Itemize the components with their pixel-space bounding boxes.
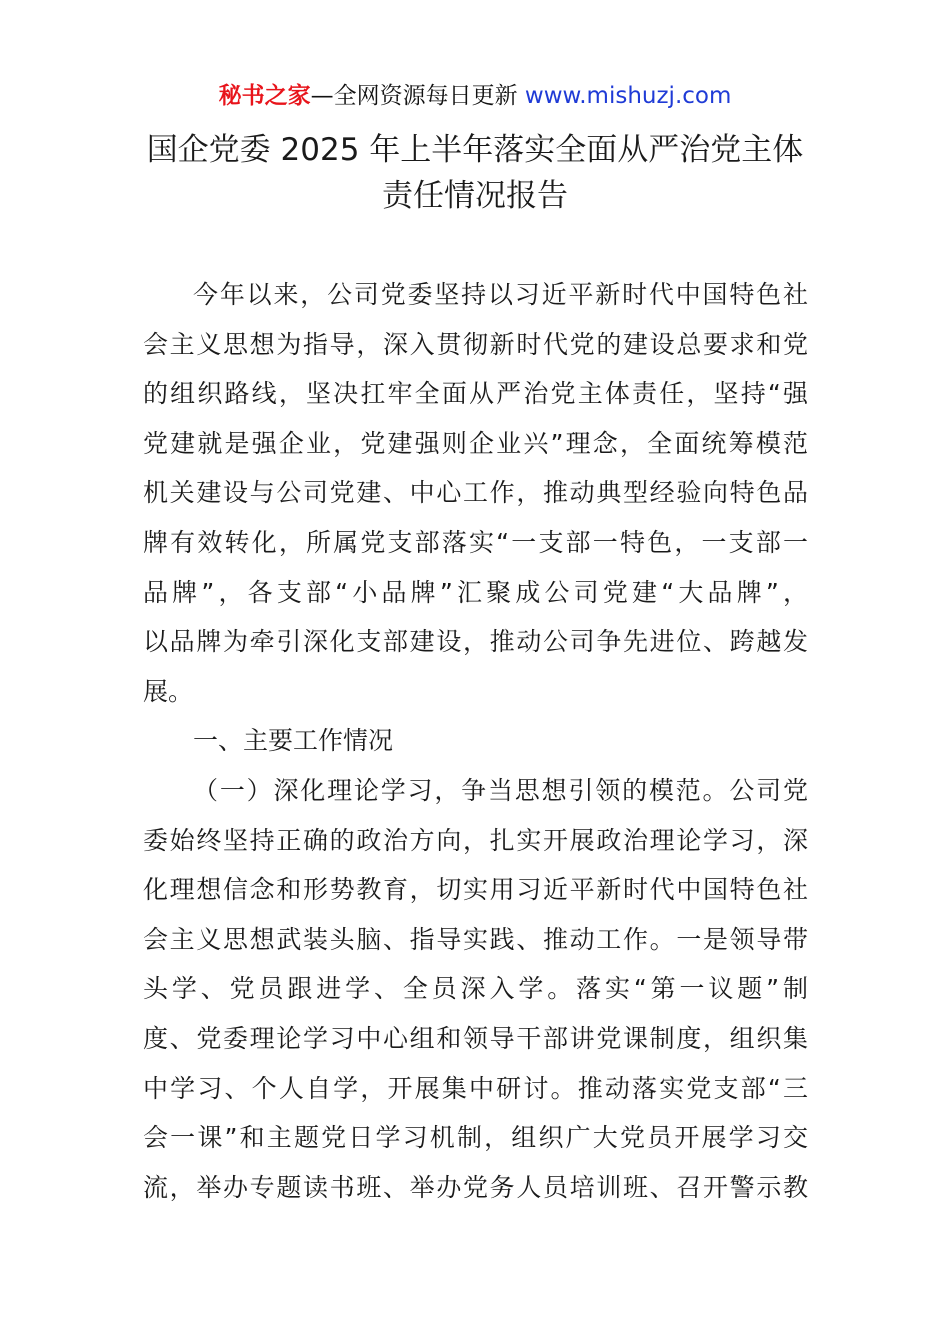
paragraph-line: 流，举办专题读书班、举办党务人员培训班、召开警示教	[143, 1172, 808, 1202]
site-header	[0, 80, 950, 112]
paragraph-line: 展。	[143, 676, 194, 706]
title-line-2: 责任情况报告	[382, 178, 568, 214]
document-body	[143, 270, 808, 1212]
paragraph-line: 会主义思想武装头脑、指导实践、推动工作。一是领导带	[143, 924, 808, 954]
paragraph-line: 牌有效转化，所属党支部落实“一支部一特色，一支部一	[143, 527, 808, 557]
paragraph-line: 会一课”和主题党日学习机制，组织广大党员开展学习交	[143, 1123, 808, 1153]
paragraph-line: （一）深化理论学习，争当思想引领的模范。公司党	[193, 775, 808, 805]
document-title	[100, 127, 850, 219]
paragraph-line: 的组织路线，坚决扛牢全面从严治党主体责任，坚持“强	[143, 379, 808, 409]
paragraph-line: 会主义思想为指导，深入贯彻新时代党的建设总要求和党	[143, 329, 808, 359]
paragraph-line: 以品牌为牵引深化支部建设，推动公司争先进位、跨越发	[143, 627, 808, 657]
paragraph-line: 化理想信念和形势教育，切实用习近平新时代中国特色社	[143, 875, 808, 905]
paragraph-intro	[143, 270, 808, 716]
paragraph-line: 中学习、个人自学，开展集中研讨。推动落实党支部“三	[143, 1073, 808, 1103]
paragraph-line: 度、党委理论学习中心组和领导干部讲党课制度，组织集	[143, 1023, 808, 1053]
site-tagline: —全网资源每日更新	[310, 83, 525, 109]
title-line-1: 国企党委 2025 年上半年落实全面从严治党主体	[146, 132, 804, 168]
paragraph-line: 党建就是强企业，党建强则企业兴”理念，全面统筹模范	[143, 428, 808, 458]
brand-name: 秘书之家	[218, 83, 311, 109]
paragraph-theory-study	[143, 766, 808, 1212]
paragraph-line: 委始终坚持正确的政治方向，扎实开展政治理论学习，深	[143, 825, 808, 855]
paragraph-line: 今年以来，公司党委坚持以习近平新时代中国特色社	[193, 280, 808, 309]
section-heading: 一、主要工作情况	[193, 726, 394, 756]
paragraph-line: 品牌”，各支部“小品牌”汇聚成公司党建“大品牌”，	[143, 577, 808, 607]
paragraph-line: 头学、党员跟进学、全员深入学。落实“第一议题”制	[143, 974, 808, 1004]
site-url-link[interactable]: www.mishuzj.com	[524, 83, 732, 109]
paragraph-line: 机关建设与公司党建、中心工作，推动典型经验向特色品	[143, 478, 808, 508]
